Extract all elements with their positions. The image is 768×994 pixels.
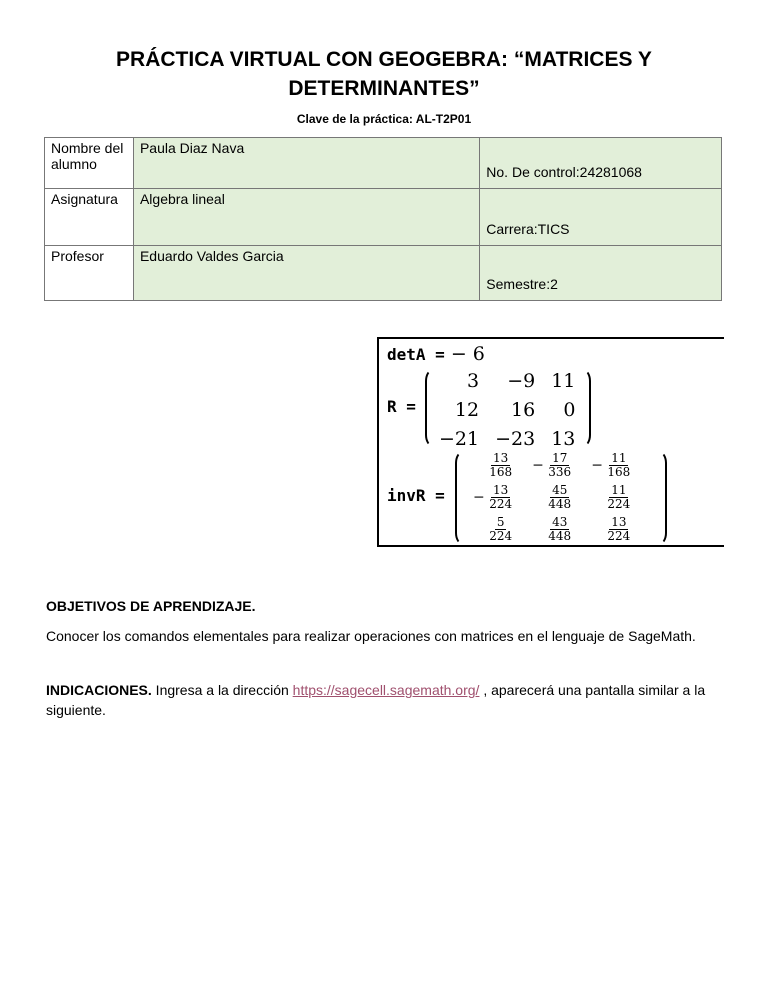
- matrix-cell: [581, 481, 640, 513]
- denominator: 168: [489, 464, 513, 479]
- matrix-row: [463, 449, 640, 481]
- denominator: 224: [489, 496, 513, 511]
- instructions-label: INDICACIONES.: [46, 682, 152, 698]
- sagecell-link[interactable]: https://sagecell.sagemath.org/: [292, 682, 480, 698]
- practice-key: Clave de la práctica: AL-T2P01: [296, 112, 472, 126]
- matrix-cell: 12: [454, 398, 480, 421]
- matrix-row: [431, 395, 583, 424]
- matrix-cell: 3: [467, 369, 480, 392]
- row-label: Nombre del alumno: [45, 138, 134, 189]
- numerator: 17: [552, 450, 568, 465]
- career: Carrera:TICS: [480, 189, 722, 246]
- numerator: 45: [552, 482, 568, 497]
- numerator: 5: [496, 514, 505, 529]
- denominator: 168: [607, 464, 631, 479]
- det-value: − 6: [450, 343, 485, 365]
- matrix-cell: [581, 449, 640, 481]
- r-label: R =: [387, 397, 416, 416]
- denominator: 336: [548, 464, 572, 479]
- fraction: [489, 484, 512, 511]
- denominator: 448: [548, 528, 572, 543]
- fraction: [607, 484, 630, 511]
- fraction: [607, 452, 630, 479]
- sign: −: [532, 457, 544, 473]
- row-label: Profesor: [45, 246, 134, 301]
- matrix-r: [431, 366, 583, 453]
- sign: −: [473, 489, 485, 505]
- det-label: detA =: [387, 345, 445, 364]
- numerator: 13: [493, 450, 509, 465]
- denominator: 224: [607, 528, 631, 543]
- fraction: [548, 516, 571, 543]
- denominator: 224: [607, 496, 631, 511]
- matrix-cell: [522, 481, 581, 513]
- fraction: [489, 452, 512, 479]
- denominator: 448: [548, 496, 572, 511]
- instructions-paragraph: [46, 680, 722, 720]
- matrix-cell: −9: [507, 369, 536, 392]
- sagemath-output-image: [377, 337, 724, 547]
- fraction: [548, 452, 571, 479]
- matrix-cell: 11: [551, 369, 576, 392]
- matrix-cell: 13: [551, 427, 576, 450]
- determinant-line: [387, 343, 485, 365]
- numerator: 43: [552, 514, 568, 529]
- professor: Eduardo Valdes Garcia: [133, 246, 479, 301]
- matrix-row: [463, 513, 640, 545]
- invr-label: invR =: [387, 486, 445, 505]
- table-row: [45, 189, 722, 246]
- matrix-cell: −21: [439, 427, 480, 450]
- matrix-cell: [522, 513, 581, 545]
- fraction: [489, 516, 512, 543]
- instructions-text: Ingresa a la dirección: [151, 682, 293, 698]
- semester: Semestre:2: [480, 246, 722, 301]
- table-row: [45, 138, 722, 189]
- subject: Algebra lineal: [133, 189, 479, 246]
- student-name: Paula Diaz Nava: [133, 138, 479, 189]
- page-title: PRÁCTICA VIRTUAL CON GEOGEBRA: “MATRICES Y DETERMINANTES”: [116, 48, 652, 100]
- matrix-cell: [463, 449, 522, 481]
- right-paren: [651, 451, 667, 545]
- instructions-text: , aparecerá una pantalla similar a la siguiente.: [46, 682, 706, 718]
- right-paren: [575, 369, 591, 447]
- student-info-table: [44, 137, 722, 301]
- matrix-row: [431, 366, 583, 395]
- matrix-cell: [581, 513, 640, 545]
- matrix-cell: [463, 513, 522, 545]
- sign: −: [591, 457, 603, 473]
- matrix-cell: 16: [511, 398, 536, 421]
- matrix-cell: −23: [495, 427, 536, 450]
- denominator: 224: [489, 528, 513, 543]
- numerator: 13: [611, 514, 627, 529]
- numerator: 13: [493, 482, 509, 497]
- matrix-row: [463, 481, 640, 513]
- objectives-heading: OBJETIVOS DE APRENDIZAJE.: [46, 598, 256, 614]
- fraction: [607, 516, 630, 543]
- numerator: 11: [611, 482, 627, 497]
- fraction: [548, 484, 571, 511]
- row-label: Asignatura: [45, 189, 134, 246]
- matrix-cell: [522, 449, 581, 481]
- matrix-inv-r: [463, 449, 640, 545]
- objectives-text: Conocer los comandos elementales para realizar operaciones con matrices en el lenguaje de SageMath.: [46, 628, 696, 644]
- control-number: No. De control:24281068: [480, 138, 722, 189]
- matrix-cell: 0: [563, 398, 576, 421]
- matrix-cell: [463, 481, 522, 513]
- table-row: [45, 246, 722, 301]
- numerator: 11: [611, 450, 627, 465]
